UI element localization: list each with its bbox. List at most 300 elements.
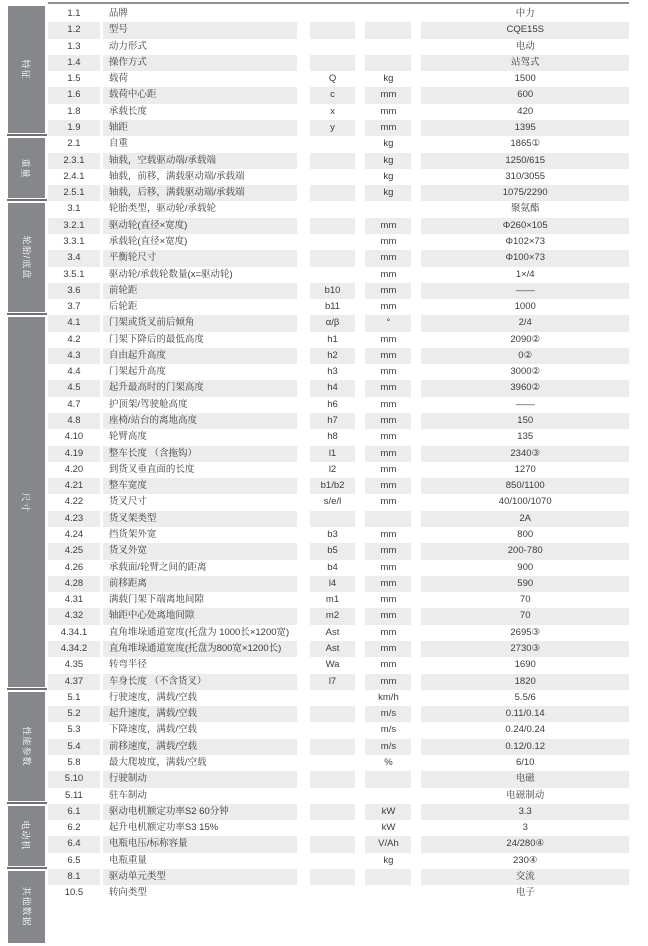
spec-symbol: α/β [310,315,356,331]
spec-symbol [310,234,356,250]
section-sidebar-block [8,203,45,312]
spec-symbol: c [310,87,356,103]
spec-value: 200-780 [421,543,629,559]
section-label: 其他数据 [21,886,32,927]
spec-unit: mm [365,413,411,429]
spec-index: 5.11 [65,789,83,801]
spec-unit: mm [365,348,411,364]
spec-value: 0.24/0.24 [505,724,546,736]
spec-section [0,869,648,946]
spec-index: 1.9 [48,120,100,136]
spec-label: 转弯半径 [108,659,147,671]
spec-section [0,690,648,804]
section-rows [48,201,629,315]
spec-value: 1500 [514,73,536,85]
spec-value: 70 [421,608,629,624]
table-row [48,185,629,201]
spec-index: 1.8 [67,105,81,117]
spec-value: 1270 [514,463,536,475]
spec-index: 4.25 [48,543,100,559]
spec-value: Φ260×105 [421,218,629,234]
spec-index: 1.2 [48,22,100,38]
section-label: 电动机 [20,820,31,851]
spec-value: 590 [421,576,629,592]
spec-index: 5.1 [67,691,81,703]
spec-unit [365,885,411,901]
spec-index: 5.2 [48,706,100,722]
spec-section [0,136,648,201]
spec-label: 自由起升高度 [103,348,297,364]
spec-symbol: b11 [324,301,341,313]
spec-label: 门架下降后的最低高度 [108,333,204,345]
spec-index: 4.8 [48,413,100,429]
spec-label: 轮胎类型，驱动轮/承载轮 [108,203,217,215]
spec-index: 1.3 [67,40,81,52]
spec-symbol [310,201,356,217]
table-row [48,22,629,38]
table-row [48,104,629,120]
spec-unit: mm [365,446,411,462]
spec-value: 600 [421,87,629,103]
table-row [48,267,629,283]
spec-index: 1.5 [67,73,81,85]
spec-unit: mm [380,496,397,508]
spec-symbol [310,136,356,152]
spec-symbol: h7 [310,413,356,429]
spec-unit: kg [383,170,394,182]
spec-index: 4.19 [48,446,100,462]
spec-value: 1865① [510,138,541,150]
spec-index: 6.2 [67,822,81,834]
spec-index: 6.4 [48,836,100,852]
spec-symbol: h2 [310,348,356,364]
spec-symbol [310,6,356,22]
spec-unit [365,511,411,527]
spec-label: 整车宽度 [103,478,297,494]
spec-symbol: h4 [310,380,356,396]
spec-unit: mm [380,366,397,378]
spec-symbol: l4 [310,576,356,592]
spec-index: 1.6 [48,87,100,103]
table-row [48,869,629,885]
spec-index: 3.1 [67,203,81,215]
section-label: 重量 [20,158,31,179]
spec-unit: mm [380,333,397,345]
table-row [48,169,629,185]
spec-label: 门架或货叉前后倾角 [103,315,297,331]
spec-symbol [310,722,356,738]
spec-label: 型号 [103,22,297,38]
spec-symbol [310,22,356,38]
table-row [48,560,629,576]
table-row [48,201,629,217]
spec-label: 后轮距 [108,301,138,313]
section-sidebar-block [8,692,45,801]
spec-symbol [310,788,356,804]
spec-unit [365,22,411,38]
spec-unit [365,6,411,22]
spec-label: 驻车制动 [108,789,147,801]
spec-label: 直角堆垛通道宽度(托盘为800宽×1200长) [103,641,297,657]
spec-label: 前移速度，满载/空载 [103,739,297,755]
spec-unit: mm [365,380,411,396]
spec-index: 4.37 [48,674,100,690]
spec-unit: kg [383,138,394,150]
spec-value: 0② [421,348,629,364]
spec-value: 2695③ [510,626,541,638]
spec-unit: kg [365,185,411,201]
spec-value: 2730③ [421,641,629,657]
spec-value: 230④ [513,854,538,866]
table-row [48,706,629,722]
spec-value: 310/3055 [505,170,546,182]
spec-value: 0.11/0.14 [421,706,629,722]
spec-label: 驱动单元类型 [103,869,297,885]
spec-index: 5.3 [67,724,81,736]
section-rows [48,690,629,804]
spec-unit: kg [383,854,394,866]
spec-symbol [310,804,356,820]
spec-value: 交流 [421,869,629,885]
spec-symbol: b4 [327,561,338,573]
spec-index: 2.3.1 [48,153,100,169]
spec-symbol: Wa [325,659,340,671]
table-row [48,853,629,869]
spec-label: 承载面/轮臂之间的距离 [108,561,207,573]
spec-table [0,6,648,946]
spec-unit: kg [365,153,411,169]
section-sidebar-block [8,871,45,943]
section-label: 性能参数 [21,726,32,767]
spec-label: 轴载，前移，满载驱动端/承载端 [108,170,245,182]
spec-label: 满载门架下端离地间隙 [108,594,204,606]
table-row [48,250,629,266]
spec-value: 3960② [421,380,629,396]
table-row [48,71,629,87]
spec-unit: % [384,756,393,768]
spec-index: 4.7 [67,398,81,410]
spec-unit: mm [380,594,397,606]
spec-index: 4.1 [48,315,100,331]
spec-index: 6.1 [48,804,100,820]
section-label: 特征 [20,59,31,80]
spec-symbol [310,55,356,71]
spec-symbol [310,820,356,836]
spec-index: 4.2 [67,333,81,345]
spec-index: 4.3 [48,348,100,364]
spec-value: 24/280④ [421,836,629,852]
table-row [48,348,629,364]
spec-symbol [310,185,356,201]
spec-index: 4.31 [64,594,84,606]
spec-unit: mm [380,431,397,443]
spec-index: 5.10 [48,771,100,787]
spec-symbol [310,690,356,706]
spec-index: 3.2.1 [48,218,100,234]
spec-value: 1000 [514,301,536,313]
spec-symbol [310,250,356,266]
spec-symbol: l1 [310,446,356,462]
spec-index: 5.8 [67,756,81,768]
table-row [48,722,629,738]
spec-unit [365,771,411,787]
table-row [48,39,629,55]
spec-value: 1820 [421,674,629,690]
table-row [48,543,629,559]
spec-unit: mm [365,218,411,234]
spec-label: 载荷 [108,73,128,85]
table-row [48,885,629,901]
spec-index: 2.1 [67,138,81,150]
spec-index: 4.35 [64,659,84,671]
spec-index: 4.24 [64,529,84,540]
spec-index: 4.20 [64,463,84,475]
spec-label: 品牌 [108,8,128,19]
spec-label: 护顶架/驾驶舱高度 [108,398,188,410]
spec-unit: mm [365,478,411,494]
spec-unit: mm [365,608,411,624]
spec-unit: kW [381,822,396,834]
spec-symbol: x [330,105,335,117]
spec-value: 40/100/1070 [498,496,552,508]
spec-unit: mm [365,576,411,592]
table-row [48,87,629,103]
spec-index: 3.7 [67,301,81,313]
spec-value: 电磁 [421,771,629,787]
spec-unit: mm [380,301,397,313]
spec-symbol [310,755,356,771]
spec-index: 4.32 [48,608,100,624]
table-row [48,478,629,494]
spec-value: 150 [421,413,629,429]
table-row [48,739,629,755]
spec-value: 1250/615 [421,153,629,169]
table-row [48,657,629,673]
table-row [48,592,629,608]
section-label: 轮胎/底盘 [21,236,32,280]
table-row [48,429,629,445]
spec-label: 货叉架类型 [103,511,297,527]
spec-value: 800 [517,529,534,540]
table-row [48,804,629,820]
spec-symbol [310,511,356,527]
spec-value: —— [515,398,535,410]
spec-label: 直角堆垛通道宽度(托盘为 1000长×1200宽) [108,626,290,638]
spec-index: 4.34.1 [60,626,88,638]
spec-value: 420 [517,105,534,117]
spec-label: 动力形式 [108,40,147,52]
spec-symbol: l2 [328,463,337,475]
section-sidebar-block [8,806,45,866]
spec-label: 货叉外宽 [103,543,297,559]
spec-value: Φ100×73 [421,250,629,266]
spec-index: 6.5 [67,854,81,866]
spec-index: 4.21 [48,478,100,494]
spec-value: 1×/4 [515,268,535,280]
spec-value: 0.12/0.12 [421,739,629,755]
spec-unit [365,55,411,71]
table-row [48,690,629,706]
spec-value: 5.5/6 [514,691,536,703]
spec-index: 3.6 [48,283,100,299]
spec-label: 承载轮(直径×宽度) [108,235,188,247]
spec-value: 站驾式 [421,55,629,71]
spec-symbol: b3 [327,529,338,540]
spec-symbol: m2 [310,608,356,624]
spec-label: 电瓶重量 [108,854,147,866]
spec-value: 850/1100 [421,478,629,494]
spec-index: 1.1 [67,8,81,19]
spec-index: 2.5.1 [48,185,100,201]
spec-symbol: Q [328,73,337,85]
table-row [48,836,629,852]
spec-value: 70 [519,594,531,606]
spec-symbol: b10 [310,283,356,299]
spec-unit: m/s [365,706,411,722]
spec-unit: mm [380,529,397,540]
spec-unit: ° [365,315,411,331]
section-sidebar-block [8,6,45,133]
spec-symbol [310,836,356,852]
spec-label: 车身长度 （不含货叉） [103,674,297,690]
spec-label: 轴距中心处离地间隙 [103,608,297,624]
spec-label: 前移距离 [103,576,297,592]
spec-symbol: y [310,120,356,136]
spec-label: 行驶制动 [103,771,297,787]
spec-unit: km/h [378,691,399,703]
spec-value: 2A [421,511,629,527]
spec-label: 轴距 [103,120,297,136]
spec-symbol [310,267,356,283]
spec-unit: mm [380,659,397,671]
spec-index: 10.5 [64,887,84,899]
spec-label: 驱动轮/承载轮数量(x=驱动轮) [108,268,233,280]
table-row [48,511,629,527]
spec-label: 轮臂高度 [108,431,147,443]
spec-unit: mm [365,641,411,657]
spec-index: 4.28 [48,576,100,592]
spec-label: 起升电机额定功率S3 15% [108,822,219,834]
spec-unit: mm [365,87,411,103]
table-row [48,674,629,690]
table-row [48,527,629,543]
spec-unit: mm [365,250,411,266]
spec-symbol [310,39,356,55]
table-row [48,413,629,429]
spec-index: 4.22 [64,496,84,508]
spec-unit: m/s [365,739,411,755]
spec-unit: kg [383,73,394,85]
table-row [48,608,629,624]
spec-symbol: s/e/l [323,496,342,508]
table-row [48,576,629,592]
spec-value: 聚氨酯 [510,203,540,215]
spec-symbol: h3 [327,366,338,378]
spec-label: 驱动电机额定功率S2 60分钟 [103,804,297,820]
table-row [48,283,629,299]
spec-index: 3.4 [48,250,100,266]
spec-value: 3000② [510,366,541,378]
table-row [48,218,629,234]
spec-label: 电瓶电压/标称容量 [103,836,297,852]
spec-label: 转向类型 [108,887,147,899]
spec-value: 135 [517,431,534,443]
section-rows [48,804,629,869]
spec-value: —— [421,283,629,299]
table-row [48,332,629,348]
spec-label: 行驶速度，满载/空载 [108,691,198,703]
spec-label: 整车长度 （含拖钩） [103,446,297,462]
spec-unit [365,201,411,217]
spec-label: 货叉尺寸 [108,496,147,508]
table-row [48,494,629,510]
spec-symbol: h8 [327,431,338,443]
spec-value: 2/4 [421,315,629,331]
spec-unit [365,788,411,804]
spec-index: 4.26 [64,561,84,573]
spec-label: 座椅/站台的离地高度 [103,413,297,429]
spec-label: 下降速度，满载/空载 [108,724,198,736]
section-rows [48,315,629,689]
spec-label: 自重 [108,138,128,150]
spec-value: 3.3 [421,804,629,820]
spec-label: 起升最高时的门架高度 [103,380,297,396]
spec-symbol: b5 [310,543,356,559]
spec-index: 4.5 [48,380,100,396]
spec-unit: V/Ah [365,836,411,852]
section-rows [48,136,629,201]
spec-label: 操作方式 [103,55,297,71]
spec-symbol: Ast [325,626,340,638]
spec-symbol: h6 [327,398,338,410]
table-row [48,397,629,413]
spec-index: 4.10 [64,431,84,443]
section-sidebar-block [8,138,45,198]
spec-value: 6/10 [515,756,535,768]
spec-value: 1690 [514,659,536,671]
spec-unit: kW [365,804,411,820]
spec-unit: mm [365,283,411,299]
spec-label: 挡货架外宽 [108,529,157,540]
spec-label: 到货叉垂直面的长度 [108,463,195,475]
spec-symbol [310,169,356,185]
table-row [48,55,629,71]
spec-label: 门架起升高度 [108,366,166,378]
spec-section [0,6,648,136]
spec-unit: mm [380,235,397,247]
spec-label: 驱动轮(直径×宽度) [103,218,297,234]
spec-symbol: h1 [327,333,338,345]
spec-index: 4.34.2 [48,641,100,657]
table-row [48,788,629,804]
table-row [48,136,629,152]
spec-symbol [310,771,356,787]
spec-value: 900 [517,561,534,573]
spec-unit: mm [365,120,411,136]
spec-unit: m/s [380,724,397,736]
spec-symbol: b1/b2 [310,478,356,494]
spec-symbol: Ast [310,641,356,657]
spec-label: 轴载，空载驱动端/承载端 [103,153,297,169]
spec-index: 8.1 [48,869,100,885]
section-rows [48,869,629,946]
section-sidebar-block [8,317,45,686]
spec-index: 3.3.1 [63,235,85,247]
spec-value: 2090② [510,333,541,345]
table-row [48,755,629,771]
spec-value: 1075/2290 [421,185,629,201]
spec-unit: mm [365,543,411,559]
